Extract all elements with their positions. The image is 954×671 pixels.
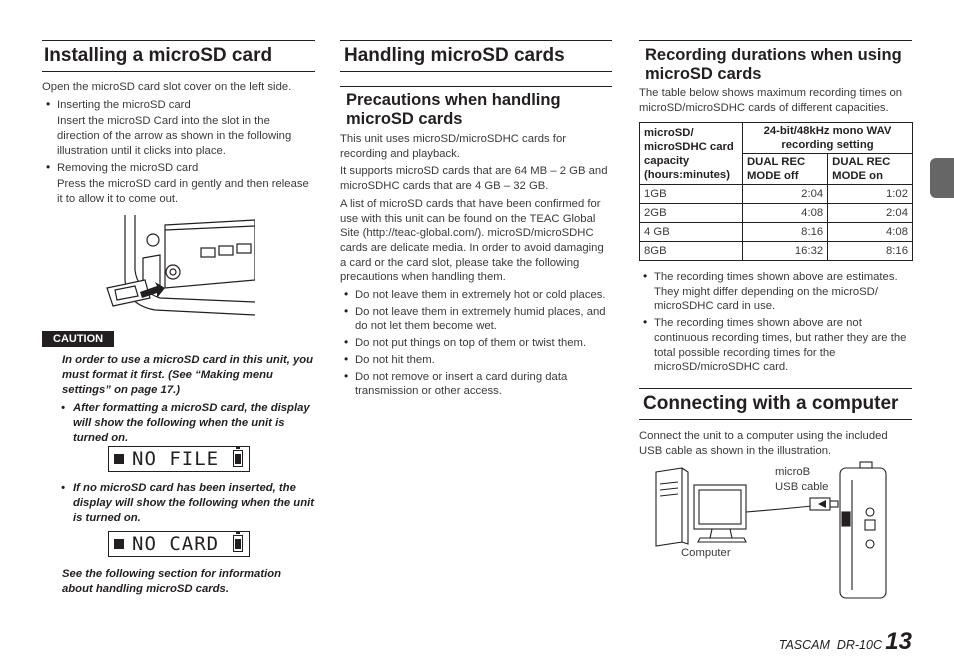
bullet-dot: •	[46, 96, 51, 111]
lcd-no-card-text: NO CARD	[132, 533, 220, 555]
precaution-text: Do not remove or insert a card during data transmission or other access.	[355, 370, 568, 398]
column-recording	[639, 40, 912, 115]
cell-capacity: 4 GB	[640, 223, 743, 242]
cell-dual-on: 2:04	[828, 204, 913, 223]
recording-intro: The table below shows maximum recording times on microSD/microSDHC cards of different capacities.	[639, 87, 903, 114]
install-intro: Open the microSD card slot cover on the left side.	[42, 81, 292, 93]
caution-bullet-formatted-text: After formatting a microSD card, the display will show the following when the unit is turned on.	[73, 402, 310, 444]
precaution-item	[340, 353, 612, 368]
table-corner-header: microSD/ microSDHC card capacity (hours:minutes)	[640, 123, 743, 185]
bullet-dot: •	[344, 287, 349, 302]
label-usb-cable: microB USB cable	[775, 466, 829, 493]
heading-connecting: Connecting with a computer	[639, 388, 912, 420]
cell-capacity: 8GB	[640, 242, 743, 261]
note-item	[639, 316, 911, 375]
table-group-header: 24-bit/48kHz mono WAV recording setting	[743, 123, 913, 154]
divider	[340, 86, 612, 87]
cell-capacity: 2GB	[640, 204, 743, 223]
note-item	[639, 270, 911, 314]
lcd-no-file-text: NO FILE	[132, 448, 220, 470]
chapter-tab	[930, 158, 954, 198]
bullet-inserting-text: Insert the microSD Card into the slot in the direction of the arrow as shown in the following illustration until it clicks into place.	[57, 115, 292, 157]
table-row	[640, 223, 913, 242]
caution-bullet-formatted	[61, 401, 317, 446]
cell-dual-on: 4:08	[828, 223, 913, 242]
bullet-inserting	[42, 98, 315, 159]
recording-duration-table	[639, 122, 913, 261]
heading-recording: Recording durations when using microSD cards	[645, 46, 902, 83]
bullet-removing-title: Removing the microSD card	[57, 161, 199, 174]
cell-capacity: 1GB	[640, 185, 743, 204]
cell-dual-on: 1:02	[828, 185, 913, 204]
table-row	[640, 242, 913, 261]
bullet-dot: •	[344, 303, 349, 318]
bullet-removing	[42, 161, 315, 207]
bullet-dot: •	[643, 315, 648, 330]
connecting-text: Connect the unit to a computer using the included USB cable as shown in the illustration.	[639, 430, 888, 457]
precaution-item	[340, 305, 612, 334]
precaution-text: Do not hit them.	[355, 353, 435, 366]
caution-footer: See the following section for information about handling microSD cards.	[62, 568, 282, 595]
subheading-precautions: Precautions when handling microSD cards	[346, 91, 561, 128]
lcd-no-file	[108, 446, 250, 472]
caution-text: In order to use a microSD card in this unit, you must format it first. (See “Making menu settings” on page 17.)	[62, 354, 314, 396]
cell-dual-off: 4:08	[743, 204, 828, 223]
heading-handling: Handling microSD cards	[340, 40, 612, 72]
precaution-item	[340, 336, 612, 351]
table-col-dual-off: DUAL REC MODE off	[743, 154, 828, 185]
lcd-indicator	[114, 539, 124, 549]
lcd-no-card	[108, 531, 250, 557]
page-number: 13	[885, 628, 912, 655]
bullet-dot: •	[46, 159, 51, 174]
table-col-dual-on: DUAL REC MODE on	[828, 154, 913, 185]
table-row	[640, 204, 913, 223]
heading-install: Installing a microSD card	[42, 40, 315, 72]
table-row	[640, 185, 913, 204]
cell-dual-off: 8:16	[743, 223, 828, 242]
cell-dual-on: 8:16	[828, 242, 913, 261]
caution-bullet-no-card	[61, 481, 318, 526]
recording-notes	[639, 270, 911, 375]
column-install	[42, 40, 315, 207]
bullet-dot: •	[643, 269, 648, 283]
precaution-text: Do not leave them in extremely humid places, and do not let them become wet.	[355, 305, 606, 333]
cell-dual-off: 2:04	[743, 185, 828, 204]
bullet-dot: •	[344, 368, 349, 383]
precaution-item	[340, 370, 612, 399]
column-handling	[340, 40, 612, 399]
sd-insert-illustration	[105, 210, 255, 320]
battery-icon	[233, 535, 243, 552]
battery-icon	[233, 450, 243, 467]
handling-p2: It supports microSD cards that are 64 MB – 2 GB and microSDHC cards that are 4 GB – 32 GB.	[340, 165, 608, 193]
label-computer: Computer	[681, 547, 731, 559]
bullet-inserting-title: Inserting the microSD card	[57, 98, 191, 111]
note-text: The recording times shown above are not continuous recording times, but rather they are the total possible recording times for the microSD/microSDHC card.	[654, 317, 907, 374]
bullet-dot: •	[344, 335, 349, 350]
precaution-item	[340, 288, 612, 303]
precaution-text: Do not put things on top of them or twist them.	[355, 337, 587, 350]
lcd-indicator	[114, 454, 124, 464]
precaution-text: Do not leave them in extremely hot or cold places.	[355, 289, 606, 302]
footer-brand: TASCAM DR-10C	[778, 638, 882, 652]
handling-p3: A list of microSD cards that have been confirmed for use with this unit can be found on the TEAC Global Site (http://teac-global.com/). microSD/microSDHC cards are delicate media. In order to avoid damaging a card or the card slot, please take the following precautions when handling them.	[340, 197, 604, 284]
caution-block	[42, 329, 317, 446]
bullet-dot: •	[344, 351, 349, 366]
computer-connection-illustration	[652, 460, 892, 600]
section-connecting	[639, 388, 912, 458]
note-text: The recording times shown above are estimates. They might differ depending on the microSD/ microSDHC card in use.	[654, 271, 898, 313]
caution-label: CAUTION	[42, 331, 114, 347]
cell-dual-off: 16:32	[743, 242, 828, 261]
bullet-removing-text: Press the microSD card in gently and then release it to allow it to come out.	[57, 178, 309, 205]
bullet-dot: •	[61, 402, 65, 414]
heading-recording-rule	[639, 40, 912, 41]
bullet-dot: •	[61, 482, 65, 494]
handling-p1: This unit uses microSD/microSDHC cards for recording and playback.	[340, 133, 566, 160]
caution-bullet-no-card-text: If no microSD card has been inserted, the display will show the following when the unit is turned on.	[73, 482, 315, 524]
